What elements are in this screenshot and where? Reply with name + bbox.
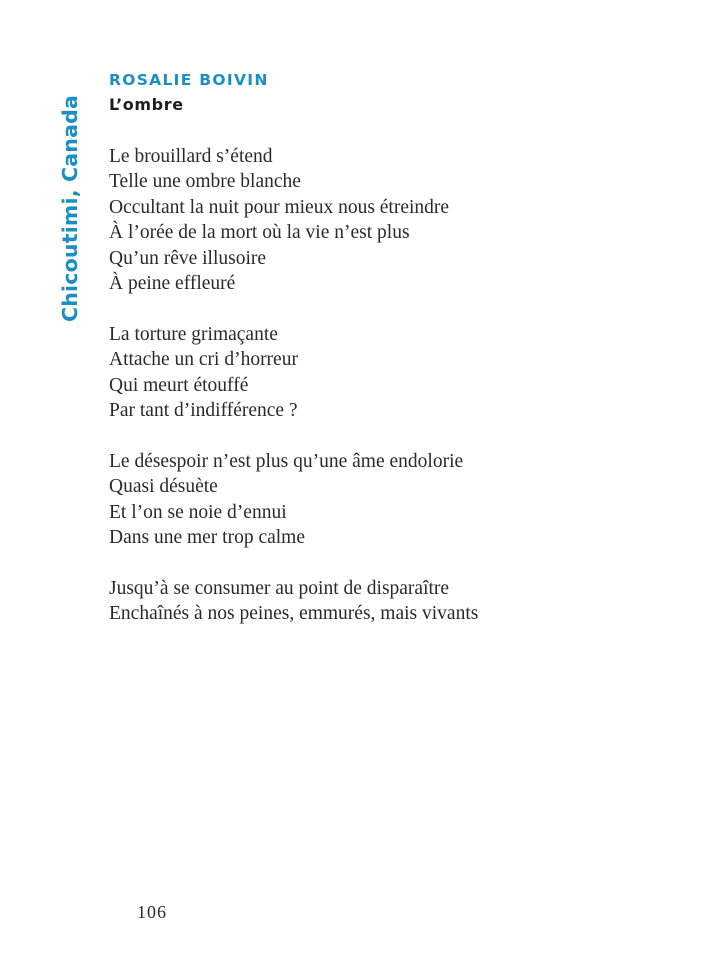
stanza-2 [109, 322, 478, 424]
poem-line: Et l’on se noie d’ennui [109, 501, 287, 523]
poem-line: La torture grimaçante [109, 323, 278, 345]
poem-line: Par tant d’indifférence ? [109, 400, 298, 422]
stanza-4 [109, 576, 478, 627]
poem-line: Jusqu’à se consumer au point de disparaître [109, 577, 450, 599]
poem-line: Telle une ombre blanche [109, 171, 301, 193]
poem-line: Qui meurt étouffé [109, 374, 249, 396]
page-number: 106 [137, 902, 167, 922]
poem-line: À l’orée de la mort où la vie n’est plus [109, 222, 410, 244]
poem-line: Quasi désuète [109, 476, 218, 498]
stanza-1 [109, 144, 478, 296]
poem-line: Enchaînés à nos peines, emmurés, mais vivants [109, 603, 479, 625]
poem-body [109, 144, 478, 652]
location-label: Chicoutimi, Canada [58, 94, 82, 322]
poem-line: À peine effleuré [109, 273, 236, 295]
poem-line: Occultant la nuit pour mieux nous étreindre [109, 196, 450, 218]
poem-line: Dans une mer trop calme [109, 527, 306, 549]
stanza-3 [109, 449, 478, 551]
poem-line: Le désespoir n’est plus qu’une âme endolorie [109, 450, 464, 472]
poem-line: Attache un cri d’horreur [109, 349, 298, 371]
poem-title: L’ombre [109, 95, 184, 114]
poem-line: Qu’un rêve illusoire [109, 247, 267, 269]
poem-line: Le brouillard s’étend [109, 146, 273, 167]
author-name: ROSALIE BOIVIN [109, 71, 269, 89]
